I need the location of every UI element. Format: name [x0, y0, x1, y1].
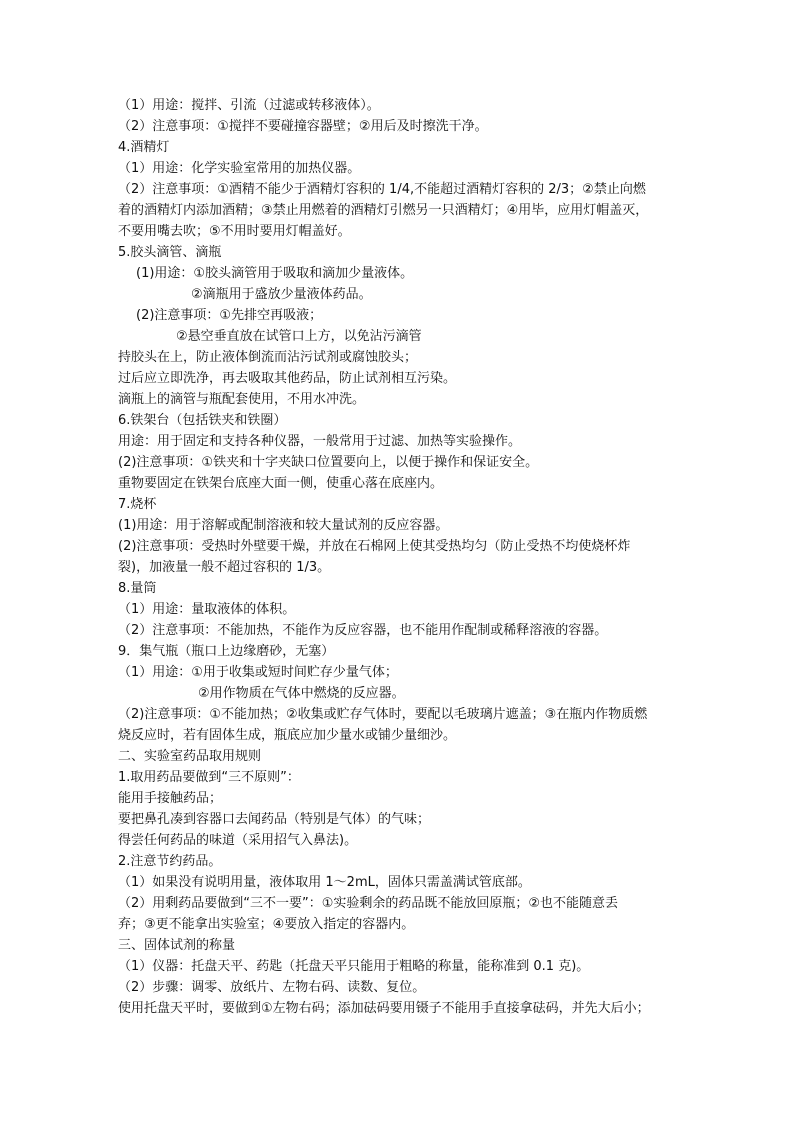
- text-line: （1）用途：搅拌、引流（过滤或转移液体）。: [118, 98, 380, 113]
- text-line: ②悬空垂直放在试管口上方，以免沾污滴管: [176, 329, 422, 344]
- text-line: （2）注意事项：①酒精不能少于酒精灯容积的 1/4,不能超过酒精灯容积的 2/3；②禁止向燃: [118, 182, 646, 197]
- section-heading: 5.胶头滴管、滴瓶: [118, 245, 222, 260]
- text-line: 烧反应时，若有固体生成，瓶底应加少量水或铺少量细沙。: [118, 728, 457, 743]
- text-line: （2）用剩药品要做到“三不一要”：①实验剩余的药品既不能放回原瓶；②也不能随意丢: [118, 896, 619, 911]
- text-line: (2)注意事项：①先排空再吸液；: [136, 308, 323, 323]
- text-line: （1）仪器：托盘天平、药匙（托盘天平只能用于粗略的称量，能称准到 0.1 克)。: [118, 959, 590, 974]
- section-heading: 6.铁架台（包括铁夹和铁圈）: [118, 413, 287, 428]
- text-line: (2)注意事项：受热时外壁要干燥，并放在石棉网上使其受热均匀（防止受热不均使烧杯炸: [118, 539, 631, 554]
- section-heading: 2.注意节约药品。: [118, 854, 222, 869]
- text-line: （2）注意事项：①搅拌不要碰撞容器壁；②用后及时擦洗干净。: [118, 119, 488, 134]
- text-line: （1）用途：量取液体的体积。: [118, 602, 296, 617]
- text-line: 持胶头在上，防止液体倒流而沾污试剂或腐蚀胶头；: [118, 350, 418, 365]
- section-heading: 9．集气瓶（瓶口上边缘磨砂，无塞）: [118, 644, 335, 659]
- chapter-heading: 二、实验室药品取用规则: [118, 749, 262, 764]
- text-line: （2)注意事项：①不能加热；②收集或贮存气体时，要配以毛玻璃片遮盖；③在瓶内作物质燃: [118, 707, 648, 722]
- text-line: 重物要固定在铁架台底座大面一侧，使重心落在底座内。: [118, 476, 444, 491]
- text-line: 弃；③更不能拿出实验室；④要放入指定的容器内。: [118, 917, 415, 932]
- text-line: 滴瓶上的滴管与瓶配套使用，不用水冲洗。: [118, 392, 366, 407]
- section-heading: 7.烧杯: [118, 497, 157, 512]
- text-line: （2）步骤：调零、放纸片、左物右码、读数、复位。: [118, 980, 426, 995]
- text-line: 着的酒精灯内添加酒精；③禁止用燃着的酒精灯引燃另一只酒精灯；④用毕，应用灯帽盖灭，: [118, 203, 649, 218]
- text-line: (1)用途：①胶头滴管用于吸取和滴加少量液体。: [136, 266, 414, 281]
- text-line: 用途：用于固定和支持各种仪器，一般常用于过滤、加热等实验操作。: [118, 434, 522, 449]
- text-line: 裂)，加液量一般不超过容积的 1/3。: [118, 560, 331, 575]
- document-body: [118, 95, 680, 1019]
- text-line: (1)用途：用于溶解或配制溶液和较大量试剂的反应容器。: [118, 518, 449, 533]
- section-heading: 4.酒精灯: [118, 140, 170, 155]
- chapter-heading: 三、固体试剂的称量: [118, 938, 236, 953]
- text-line: 要把鼻孔凑到容器口去闻药品（特别是气体）的气味；: [118, 812, 431, 827]
- text-line: （1）用途：①用于收集或短时间贮存少量气体；: [118, 665, 398, 680]
- text-line: 使用托盘天平时，要做到①左物右码；添加砝码要用镊子不能用手直接拿砝码，并先大后小；: [118, 1001, 650, 1016]
- text-line: (2)注意事项：①铁夹和十字夹缺口位置要向上，以便于操作和保证安全。: [118, 455, 539, 470]
- text-line: ②滴瓶用于盛放少量液体药品。: [191, 287, 372, 302]
- text-line: （2）注意事项：不能加热，不能作为反应容器，也不能用作配制或稀释溶液的容器。: [118, 623, 608, 638]
- text-line: 过后应立即洗净，再去吸取其他药品，防止试剂相互污染。: [118, 371, 457, 386]
- text-line: （1）如果没有说明用量，液体取用 1～2mL，固体只需盖满试管底部。: [118, 875, 531, 890]
- text-line: 能用手接触药品；: [118, 791, 223, 806]
- text-line: （1）用途：化学实验室常用的加热仪器。: [118, 161, 361, 176]
- section-heading: 8.量筒: [118, 581, 157, 596]
- text-line: ②用作物质在气体中燃烧的反应器。: [198, 686, 405, 701]
- section-heading: 1.取用药品要做到“三不原则”：: [118, 770, 300, 785]
- text-line: 不要用嘴去吹；⑤不用时要用灯帽盖好。: [118, 224, 351, 239]
- text-line: 得尝任何药品的味道（采用招气入鼻法)。: [118, 833, 358, 848]
